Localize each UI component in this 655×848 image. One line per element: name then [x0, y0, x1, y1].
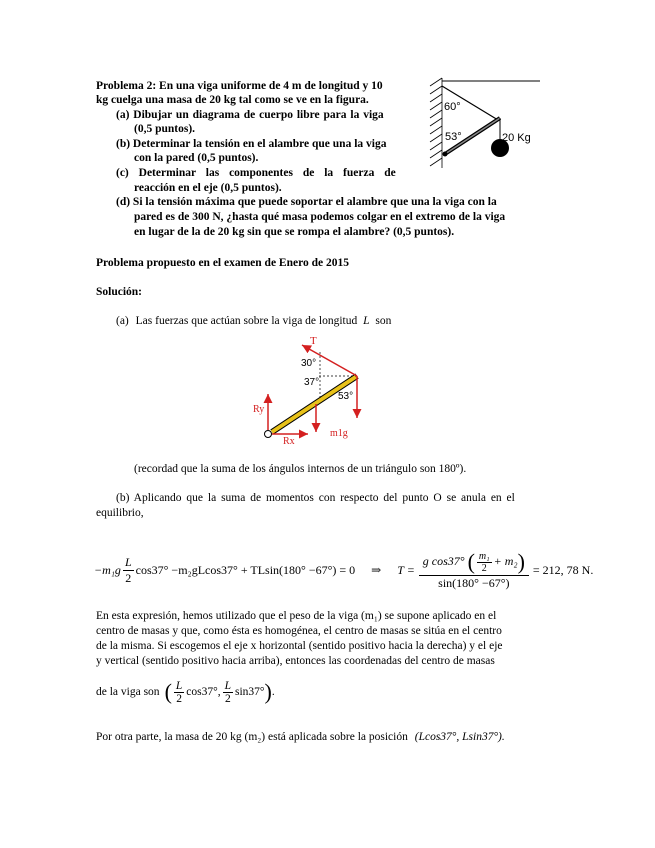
angle-60-label: 60° [444, 101, 461, 113]
eq-rhs-num: g cos37° ( $\frac{\text{m₁}}{2}$ + m₂) [419, 549, 529, 576]
eq-inner-den: 2 [481, 562, 487, 574]
fbd-pivot-O [265, 431, 272, 438]
para1-line2: centro de masas y que, como ésta es homogénea, el centro de masas se sitúa en el centro [96, 625, 502, 637]
eq-rhs-num-b: + m₂ [493, 553, 518, 568]
part-a-line [116, 314, 391, 329]
pivot [443, 152, 448, 157]
label-37: 37° [304, 377, 320, 388]
problem-intro-line2: kg cuelga una masa de 20 kg tal como se ve en la figura. [96, 94, 369, 106]
para2-coords: (Lcos37°, Lsin37°). [414, 731, 505, 743]
para2-text: Por otra parte, la masa de 20 kg (m₂) está aplicada sobre la posición [96, 731, 408, 743]
problem-d-line2: pared es de 300 N, ¿hasta qué masa podemos colgar en el extremo de la viga [134, 211, 506, 223]
label-30: 30° [301, 358, 317, 369]
moment-equation [94, 550, 593, 590]
angles-note: (recordad que la suma de los ángulos internos de un triángulo son 180º). [134, 463, 467, 475]
problem-b-line1: (b) Determinar la tensión en el alambre que una la viga [116, 138, 387, 150]
problem-d-line1: (d) Si la tensión máxima que puede soportar el alambre que una la viga con la [116, 196, 497, 208]
eq-inner-frac [477, 551, 492, 574]
wall [430, 78, 442, 168]
problem-c-line1: (c) Determinar las componentes de la fuerza de [116, 167, 396, 179]
eq-inner-num: m₁ [478, 550, 490, 562]
part-b-line2: equilibrio, [96, 507, 144, 519]
label-mg: m1g [330, 428, 348, 439]
eq-frac-L [123, 555, 134, 586]
eq-rhs-den: sin(180° −67°) [438, 576, 510, 590]
para2-line [96, 730, 505, 745]
para1-line5: de la viga son ( $\frac{L}{2}$ cos37°, $\frac{L}{2}$ sin37° ) . [96, 679, 275, 705]
eq-lhs-a: −m₁g [94, 562, 121, 577]
eq-result: = 212, 78 N. [532, 562, 594, 577]
problem-d-line3: en lugar de la de 20 kg sin que se rompa el alambre? (0,5 puntos). [134, 226, 455, 238]
eq-lhs-b: cos37° −m₂gLcos37° + TLsin(180° −67°) = 0 [135, 562, 356, 577]
para1-line5-b: cos37°, [186, 686, 221, 698]
eq-frac-L-num: L [124, 554, 132, 569]
cm-x-frac: $\frac{L}{2}$ [175, 679, 183, 705]
label-T: T [310, 335, 317, 347]
eq-T: T = [397, 562, 415, 577]
proposed-exam-note: Problema propuesto en el examen de Enero de 2015 [96, 257, 349, 269]
mass-label: 20 Kg [502, 132, 531, 144]
eq-rhs-frac [419, 549, 529, 591]
problem-figure [428, 74, 558, 174]
part-a-text: Las fuerzas que actúan sobre la viga de longitud [135, 315, 358, 327]
part-a-text-end: son [375, 315, 392, 327]
solution-heading: Solución: [96, 286, 143, 298]
part-b-line1: (b) Aplicando que la suma de momentos con respecto del punto O se anula en el [116, 492, 515, 504]
angle-53-label: 53° [445, 131, 462, 143]
label-53: 53° [338, 391, 354, 402]
label-Rx: Rx [283, 436, 295, 447]
free-body-diagram [250, 332, 390, 452]
problem-a-line1: (a) Dibujar un diagrama de cuerpo libre para la viga [116, 109, 384, 121]
para1-line4: y vertical (sentido positivo hacia arriba), entonces las coordenadas del centro de masas [96, 655, 495, 667]
eq-frac-L-den: 2 [125, 570, 132, 585]
para1-line5-a: de la viga son [96, 686, 160, 698]
para1-line5-c: sin37° [235, 686, 265, 698]
cm-y-frac: $\frac{L}{2}$ [224, 679, 232, 705]
para1-line1: En esta expresión, hemos utilizado que el peso de la viga (m₁) se supone aplicado en el [96, 610, 497, 622]
problem-c-line2: reacción en el eje (0,5 puntos). [134, 182, 282, 194]
label-Ry: Ry [253, 404, 265, 415]
part-a-var-L: L [363, 315, 370, 327]
eq-rhs-num-a: g cos37° [422, 553, 465, 568]
problem-b-line2: con la pared (0,5 puntos). [134, 152, 259, 164]
para1-line3: de la misma. Si escogemos el eje x horizontal (sentido positivo hacia la derecha) y el eje [96, 640, 503, 652]
part-a-label: (a) [116, 315, 129, 327]
eq-arrow: ⇒ [371, 562, 382, 577]
problem-intro-line1: Problema 2: En una viga uniforme de 4 m de longitud y 10 [96, 80, 383, 92]
problem-a-line2: (0,5 puntos). [134, 123, 196, 135]
